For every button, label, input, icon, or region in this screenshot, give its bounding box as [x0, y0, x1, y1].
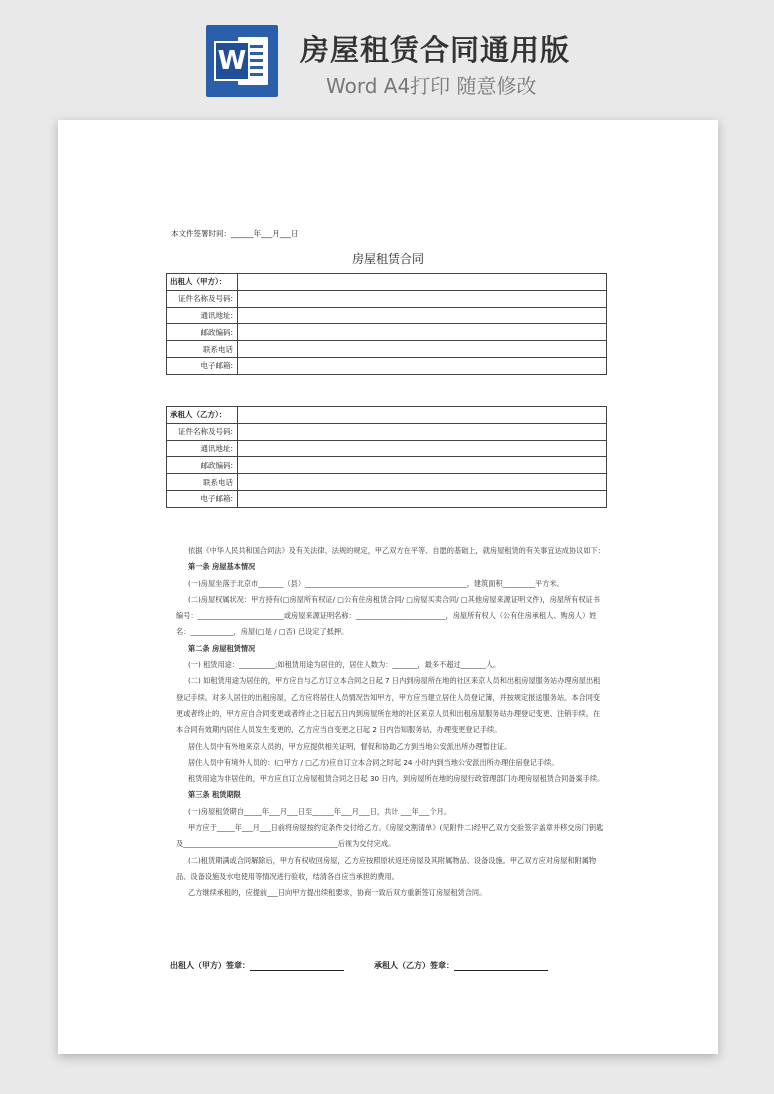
- tenant-row: [167, 423, 607, 440]
- tenant-label: 电子邮箱:: [167, 490, 238, 507]
- tenant-value-field[interactable]: [238, 440, 607, 457]
- tenant-label: 承租人（乙方）：: [167, 407, 238, 424]
- tenant-value-field[interactable]: [238, 407, 607, 424]
- word-letter: W: [214, 41, 250, 81]
- contract-body: [176, 543, 606, 902]
- landlord-row: [167, 290, 607, 307]
- landlord-signature-label: 出租人（甲方）签章：: [170, 961, 250, 970]
- landlord-value-field[interactable]: [238, 274, 607, 291]
- tenant-value-field[interactable]: [238, 457, 607, 474]
- section-heading: 第一条 房屋基本情况: [188, 562, 256, 572]
- tenant-row: [167, 440, 607, 457]
- tenant-row: [167, 490, 607, 507]
- landlord-row: [167, 324, 607, 341]
- header-subtitle: Word A4打印 随意修改: [326, 74, 537, 98]
- tenant-row: [167, 457, 607, 474]
- contract-paragraph: 居住人员中有境外人员的：(□甲方 / □乙方)应自订立本合同之时起 24 小时内到当地公安派出所办理住宿登记手续。: [188, 757, 559, 767]
- landlord-row: [167, 341, 607, 358]
- contract-paragraph: (二)房屋权属状况：甲方持有(□房屋所有权证/ □公有住房租赁合同/ □房屋买卖合同/ □其他房屋来源证明文件)，房屋所有权证书编号：________________________或房屋来源证明名称：_________________________，房屋所有权人（公有住房承租人、购房人）姓名：____________，房屋(□是 / □否) 已设定了抵押。: [176, 594, 600, 637]
- sign-time: 本文件签署时间：______年___月___日: [171, 229, 299, 238]
- tenant-value-field[interactable]: [238, 474, 607, 491]
- landlord-label: 联系电话: [167, 341, 238, 358]
- tenant-label: 联系电话: [167, 474, 238, 491]
- tenant-value-field[interactable]: [238, 423, 607, 440]
- contract-paragraph: 依据《中华人民共和国合同法》及有关法律、法规的规定，甲乙双方在平等、自愿的基础上，就房屋租赁的有关事宜达成协议如下：: [188, 546, 605, 555]
- landlord-value-field[interactable]: [238, 357, 607, 374]
- landlord-value-field[interactable]: [238, 290, 607, 307]
- contract-paragraph: 甲方应于_____年___月___日前将房屋按约定条件交付给乙方。《房屋交割清单》(见附件二)经甲乙双方交验签字盖章并移交房门钥匙及___________________________________________后视为交付完成。: [176, 823, 604, 849]
- document-title: 房屋租赁合同: [351, 252, 424, 266]
- document-page: [58, 120, 718, 1054]
- contract-paragraph: (一)房屋租赁期自_____年___月___日至______年___月___日，共计 ___年___个月。: [188, 806, 452, 816]
- word-document-icon: [206, 25, 278, 97]
- contract-paragraph: 乙方继续承租的，应提前___日向甲方提出续租要求，协商一致后双方重新签订房屋租赁合同。: [188, 888, 487, 898]
- landlord-row: [167, 357, 607, 374]
- tenant-info-table: [166, 406, 607, 508]
- header: [0, 0, 774, 112]
- tenant-row: [167, 407, 607, 424]
- tenant-signature-label: 承租人（乙方）签章：: [374, 961, 454, 970]
- section-heading: 第三条 租赁期限: [188, 790, 241, 800]
- contract-paragraph: 租赁用途为非居住的，甲方应自订立房屋租赁合同之日起 30 日内，到房屋所在地的房屋行政管理部门办理房屋租赁合同备案手续。: [188, 774, 605, 784]
- tenant-label: 邮政编码:: [167, 457, 238, 474]
- landlord-label: 证件名称及号码:: [167, 290, 238, 307]
- section-heading: 第二条 房屋租赁情况: [188, 643, 256, 653]
- tenant-row: [167, 474, 607, 491]
- landlord-row: [167, 274, 607, 291]
- landlord-label: 出租人（甲方）：: [167, 274, 238, 291]
- contract-paragraph: (二)租赁期满或合同解除后，甲方有权收回房屋，乙方应按照原状返还房屋及其附属物品、设备设施。甲乙双方应对房屋和附属物品、设备设施及水电使用等情况进行验收，结清各自应当承担的费用。: [176, 855, 597, 881]
- signature-row: [170, 960, 630, 971]
- landlord-value-field[interactable]: [238, 324, 607, 341]
- landlord-value-field[interactable]: [238, 307, 607, 324]
- landlord-info-table: [166, 273, 607, 375]
- tenant-value-field[interactable]: [238, 490, 607, 507]
- landlord-row: [167, 307, 607, 324]
- landlord-label: 通讯地址:: [167, 307, 238, 324]
- landlord-signature-line: [250, 962, 344, 971]
- tenant-label: 证件名称及号码:: [167, 423, 238, 440]
- landlord-value-field[interactable]: [238, 341, 607, 358]
- landlord-label: 邮政编码:: [167, 324, 238, 341]
- contract-paragraph: (一) 租赁用途：__________;如租赁用途为居住的，居住人数为：_______，最多不超过_______人。: [188, 660, 501, 670]
- contract-paragraph: 居住人员中有外地来京人员的，甲方应提供相关证明，督促和协助乙方到当地公安派出所办理暂住证。: [188, 741, 512, 751]
- tenant-label: 通讯地址:: [167, 440, 238, 457]
- landlord-label: 电子邮箱:: [167, 357, 238, 374]
- tenant-signature-line: [454, 962, 548, 971]
- header-title: 房屋租赁合同通用版: [300, 33, 571, 67]
- contract-paragraph: (一)房屋坐落于北京市_______（县）_____________________________________________，建筑面积_________平方米。: [188, 578, 564, 588]
- contract-paragraph: (二) 如租赁用途为居住的，甲方应自与乙方订立本合同之日起 7 日内到房屋所在地的社区来京人员和出租房屋服务站办理房屋出租登记手续。对多人居住的出租房屋，乙方应将居住人员情况告知甲方，甲方应当建立居住人员登记簿，并按规定报送服务站。本合同变更或者终止的，甲方应自合同变更或者终止之日起五日内到房屋所在地的社区来京人员和出租房屋服务站办理登记变更、注销手续。在本合同有效期内居住人员发生变更的，乙方应当自变更之日起 2 日内告知服务站，办理变更登记手续。: [176, 676, 601, 735]
